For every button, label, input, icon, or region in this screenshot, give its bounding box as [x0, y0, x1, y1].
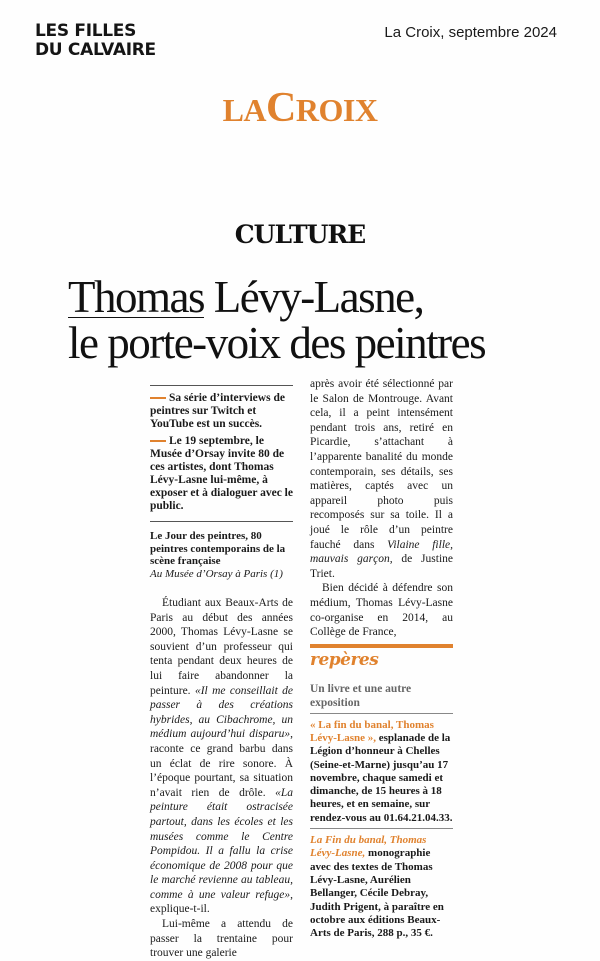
- reperes-subtitle: Un livre et une autre exposition: [310, 682, 412, 709]
- logo-big-letter: C: [266, 85, 296, 131]
- reperes-heading: repères: [310, 649, 379, 670]
- body-paragraph: Étudiant aux Beaux-Arts de Paris au début des années 2000, Thomas Lévy-Lasne se souvient d’un professeur qui tenta pendant deux heures de lui faire abandonner la peinture. «Il me conseillait de passer à des créations hybrides, au Cibachrome, un médium aujourd’hui disparu», raconte ce grand barbu dans un éclat de rire sonore. À l’époque pourtant, sa situation n’avait rien de drôle. «La peinture était ostracisée partout, dans les écoles et les musées comme le Centre Pompidou. Il a fallu la crise économique de 2008 pour que le marché revienne au tableau, comme à une valeur refuge», explique-t-il.: [150, 597, 293, 916]
- article-body-right: [310, 377, 453, 640]
- headline-name-underlined: Thomas: [68, 272, 204, 322]
- article-headline: [68, 274, 568, 366]
- book-title: La Fin du banal, Thomas Lévy-Lasne,: [310, 834, 427, 860]
- reperes-orange-bar: [310, 644, 453, 648]
- column-top-rule: [150, 385, 293, 386]
- reperes-item-exhibition: « La fin du banal, Thomas Lévy-Lasne », esplanade de la Légion d’honneur à Chelles (Seine-et-Marne) jusqu’au 17 novembre, chaque samedi et dimanche, de 15 heures à 18 heures, et en semaine, sur rendez-vous au 01.64.21.04.33.: [310, 718, 453, 824]
- legend-title: Le Jour des peintres, 80 peintres contemporains de la scène française: [150, 530, 286, 567]
- reperes-rule: [310, 713, 453, 714]
- headline-line1-rest: Lévy-Lasne,: [203, 272, 424, 322]
- body-paragraph: après avoir été sélectionné par le Salon de Montrouge. Avant cela, il a peint intensément pendant trois ans, retiré en Picardie, s’attachant à l’apparente banalité du monde contemporain, ses détails, ses matières, captés avec un appareil photo puis recomposés sur sa toile. Il a joué le rôle d’un peintre fauché dans Vilaine fille, mauvais garçon, de Justine Triet.: [310, 378, 453, 580]
- headline-line2: le porte-voix des peintres: [68, 318, 486, 368]
- lead-item: Sa série d’interviews de peintres sur Twitch et YouTube est un succès.: [150, 392, 285, 430]
- gallery-name-line1: LES FILLES: [35, 21, 137, 41]
- column-right: [310, 377, 453, 940]
- logo-part1: LA: [222, 92, 267, 128]
- article-lead: [150, 392, 293, 513]
- reperes-rule: [310, 828, 453, 829]
- column-left: [150, 385, 293, 961]
- orange-dash-icon: [150, 397, 166, 399]
- event-legend: [150, 530, 293, 580]
- la-croix-logo: [0, 85, 600, 131]
- lead-item: Le 19 septembre, le Musée d’Orsay invite 80 de ces artistes, dont Thomas Lévy-Lasne lui-même, à exposer et à dialoguer avec le public.: [150, 435, 293, 512]
- reperes-item-book: La Fin du banal, Thomas Lévy-Lasne, monographie avec des textes de Thomas Lévy-Lasne, Aurélien Bellanger, Cécile Debray, Judith Prigent, à paraître en octobre aux éditions Beaux-Arts de Paris, 288 p., 35 €.: [310, 834, 444, 940]
- gallery-name-line2: DU CALVAIRE: [35, 40, 156, 60]
- gallery-name: [35, 22, 156, 60]
- legend-rule: [150, 521, 293, 522]
- legend-place: Au Musée d’Orsay à Paris (1): [150, 567, 283, 580]
- exhibition-title: « La fin du banal, Thomas Lévy-Lasne »,: [310, 718, 434, 744]
- orange-dash-icon: [150, 440, 166, 442]
- section-rubric: CULTURE: [234, 220, 366, 249]
- logo-part2: ROIX: [295, 92, 378, 128]
- dateline: La Croix, septembre 2024: [384, 24, 557, 41]
- body-paragraph: Bien décidé à défendre son médium, Thomas Lévy-Lasne co-organise en 2014, au Collège de France,: [310, 582, 453, 639]
- article-body-left: [150, 596, 293, 961]
- body-paragraph: Lui-même a attendu de passer la trentaine pour trouver une galerie: [150, 918, 293, 960]
